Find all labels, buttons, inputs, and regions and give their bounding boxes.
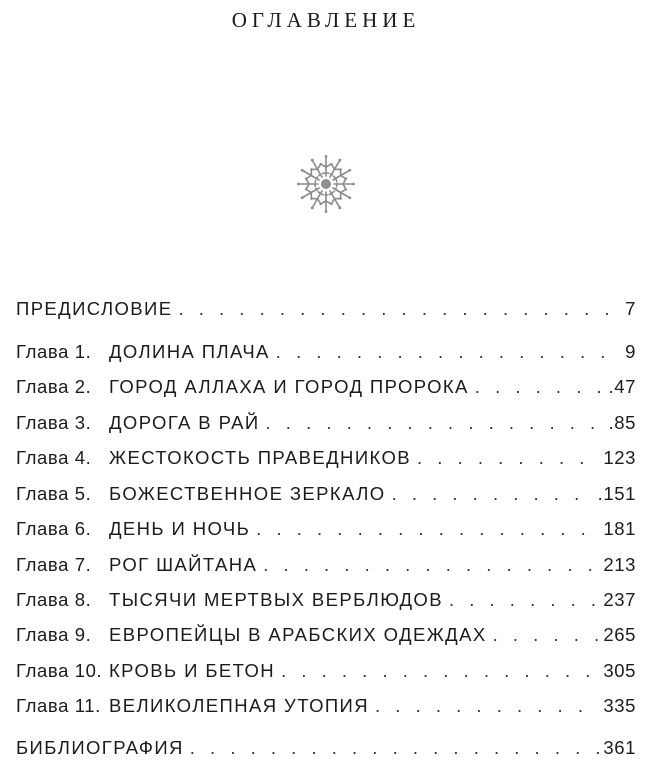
toc-chapter-number: Глава 4. xyxy=(16,447,92,468)
toc-entry-chapter-7[interactable] xyxy=(16,554,636,582)
toc-entry-chapter-11[interactable] xyxy=(16,695,636,723)
toc-entry-title: ТЫСЯЧИ МЕРТВЫХ ВЕРБЛЮДОВ xyxy=(109,589,443,610)
toc-page-number: 335 xyxy=(603,695,636,716)
toc-entry-chapter-9[interactable] xyxy=(16,624,636,652)
toc-entry-chapter-10[interactable] xyxy=(16,660,636,688)
toc-entry-title: ВЕЛИКОЛЕПНАЯ УТОПИЯ xyxy=(109,695,370,716)
toc-page-number: 213 xyxy=(603,554,636,575)
toc-chapter-number: Глава 6. xyxy=(16,518,92,539)
toc-page-number: .47 xyxy=(608,376,636,397)
dot-leader xyxy=(256,518,599,540)
toc-entry-title: БОЖЕСТВЕННОЕ ЗЕРКАЛО xyxy=(109,483,386,504)
dot-leader xyxy=(178,298,621,320)
toc-page-number: 305 xyxy=(603,660,636,681)
toc-entry-title: ДОЛИНА ПЛАЧА xyxy=(109,341,270,362)
toc-entry-chapter-8[interactable] xyxy=(16,589,636,617)
dot-leader xyxy=(417,447,599,469)
toc-page-number: 9 xyxy=(625,341,636,362)
dot-leader xyxy=(190,737,600,759)
toc-entry-preface[interactable] xyxy=(16,298,636,326)
dot-leader xyxy=(276,341,621,363)
dot-leader xyxy=(281,660,599,682)
toc-page-number: 7 xyxy=(625,298,636,319)
toc-entry-title: БИБЛИОГРАФИЯ xyxy=(16,737,184,758)
dot-leader xyxy=(392,483,594,505)
page-title: ОГЛАВЛЕНИЕ xyxy=(231,8,421,32)
toc-chapter-number: Глава 1. xyxy=(16,341,92,362)
toc-chapter-number: Глава 2. xyxy=(16,376,92,397)
dot-leader xyxy=(449,589,599,611)
toc-page-number: 181 xyxy=(603,518,636,539)
toc-chapter-number: Глава 3. xyxy=(16,412,92,433)
dot-leader xyxy=(263,554,599,576)
toc-entry-title: ГОРОД АЛЛАХА И ГОРОД ПРОРОКА xyxy=(109,376,469,397)
toc-entry-bibliography[interactable] xyxy=(16,737,636,765)
toc-page-number: .85 xyxy=(608,412,636,433)
toc-chapter-number: Глава 8. xyxy=(16,589,92,610)
toc-page-number: .151 xyxy=(597,483,636,504)
toc-entry-chapter-3[interactable] xyxy=(16,412,636,440)
dot-leader xyxy=(493,624,600,646)
toc-entry-chapter-5[interactable] xyxy=(16,483,636,511)
toc-entry-chapter-1[interactable] xyxy=(16,341,636,369)
toc-chapter-number: Глава 9. xyxy=(16,624,92,645)
toc-entry-title: ЕВРОПЕЙЦЫ В АРАБСКИХ ОДЕЖДАХ xyxy=(109,624,487,645)
toc-chapter-number: Глава 10. xyxy=(16,660,103,681)
toc-entry-chapter-4[interactable] xyxy=(16,447,636,475)
toc-entry-chapter-6[interactable] xyxy=(16,518,636,546)
toc-chapter-number: Глава 7. xyxy=(16,554,92,575)
toc-entry-title: КРОВЬ И БЕТОН xyxy=(109,660,276,681)
toc-entry-title: ПРЕДИСЛОВИЕ xyxy=(16,298,173,319)
toc-page-number: 237 xyxy=(603,589,636,610)
toc-chapter-number: Глава 11. xyxy=(16,695,101,716)
toc-entry-title: ДЕНЬ И НОЧЬ xyxy=(109,518,251,539)
toc-page-number: 123 xyxy=(603,447,636,468)
toc-chapter-number: Глава 5. xyxy=(16,483,92,504)
dot-leader xyxy=(266,412,605,434)
snowflake-ornament-icon xyxy=(296,154,356,214)
toc-page-number: 361 xyxy=(603,737,636,758)
dot-leader xyxy=(375,695,599,717)
toc-page-number: 265 xyxy=(603,624,636,645)
toc-entry-title: РОГ ШАЙТАНА xyxy=(109,554,258,575)
toc-entry-title: ДОРОГА В РАЙ xyxy=(109,412,260,433)
toc-entry-title: ЖЕСТОКОСТЬ ПРАВЕДНИКОВ xyxy=(109,447,412,468)
toc-entry-chapter-2[interactable] xyxy=(16,376,636,404)
dot-leader xyxy=(475,376,605,398)
